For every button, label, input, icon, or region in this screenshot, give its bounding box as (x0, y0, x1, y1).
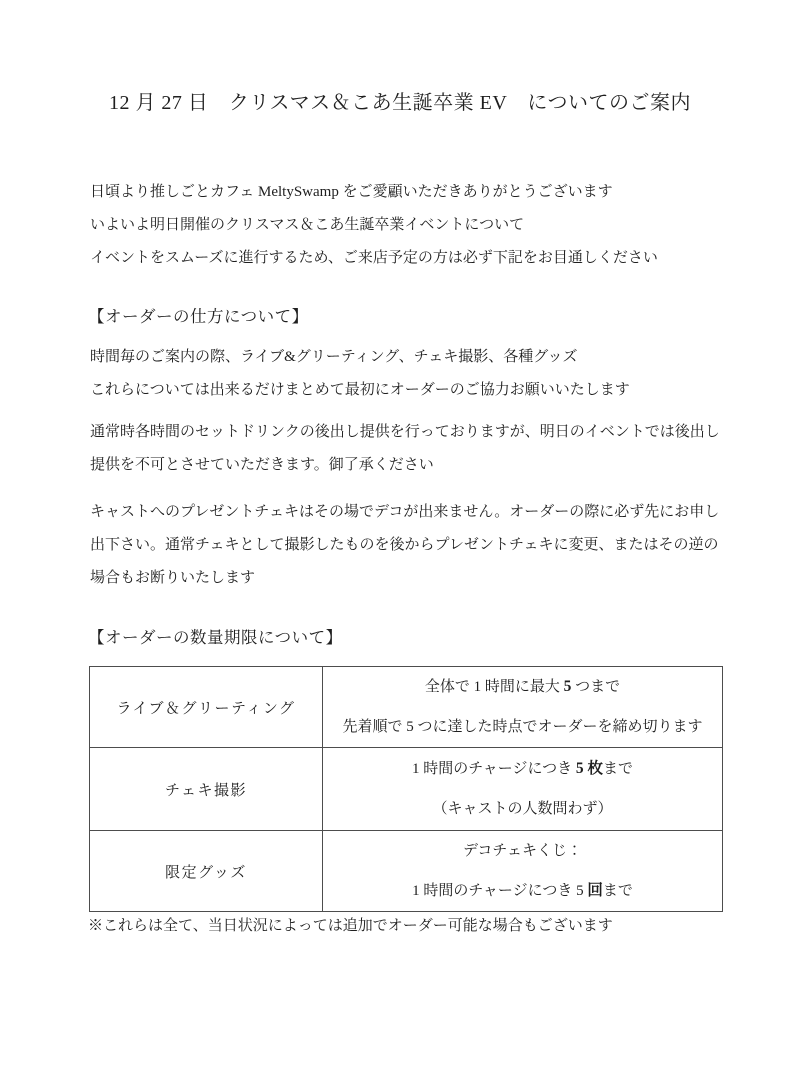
paragraph-line: キャストへのプレゼントチェキはその場でデコが出来ません。オーダーの際に必ず先にお申し (90, 504, 720, 520)
intro-paragraph (90, 176, 720, 275)
table-footnote: ※これらは全て、当日状況によっては追加でオーダー可能な場合もございます (88, 918, 613, 934)
text-segment: 先着順で 5 つに達した時点でオーダーを締め切ります (342, 719, 703, 735)
order-limit-table (89, 666, 723, 912)
table-row-cheki (90, 748, 723, 831)
order-method-paragraph-2 (90, 416, 720, 482)
text-segment: 1 時間のチャージにつき 5 (412, 883, 588, 899)
page-title: 12 月 27 日 クリスマス＆こあ生誕卒業 EV についてのご案内 (108, 92, 692, 114)
intro-line-2: いよいよ明日開催のクリスマス＆こあ生誕卒業イベントについて (90, 217, 525, 233)
paragraph-line: 場合もお断りいたします (90, 570, 256, 586)
row-value-limited-goods (323, 831, 723, 912)
intro-line-1: 日頃より推しごとカフェ MeltySwamp をご愛顧いただきありがとうございます (90, 184, 613, 200)
value-line-2 (323, 789, 722, 829)
text-segment: （キャストの人数問わず） (432, 801, 613, 817)
bold-segment: 5 (563, 678, 572, 695)
text-segment: まで (602, 883, 633, 899)
text-segment: 全体で 1 時間に最大 (424, 679, 564, 695)
row-label-limited-goods: 限定グッズ (90, 831, 323, 912)
text-segment: まで (603, 761, 634, 777)
text-segment: 1 時間のチャージにつき (411, 761, 576, 777)
bold-segment: 5 枚 (575, 760, 604, 777)
section-heading-order-limit: 【オーダーの数量期限について】 (88, 628, 343, 647)
row-value-live-greeting (323, 667, 723, 748)
row-label-cheki: チェキ撮影 (90, 748, 323, 831)
order-method-paragraph-3 (90, 496, 720, 595)
row-label-live-greeting: ライブ＆グリーティング (90, 667, 323, 748)
table-row-limited-goods (90, 831, 723, 912)
row-value-cheki (323, 748, 723, 831)
value-line-2 (323, 707, 722, 747)
paragraph-line: 通常時各時間のセットドリンクの後出し提供を行っておりますが、明日のイベントでは後出し (90, 424, 720, 440)
paragraph-line: 提供を不可とさせていただきます。御了承ください (90, 457, 434, 473)
value-line-2 (323, 871, 722, 911)
value-line-1 (323, 749, 722, 789)
order-method-paragraph-1 (90, 341, 720, 407)
paragraph-line: 出下さい。通常チェキとして撮影したものを後からプレゼントチェキに変更、またはその逆の (90, 537, 719, 553)
table-row-live-greeting (90, 667, 723, 748)
text-segment: つまで (571, 679, 621, 695)
value-line-1 (323, 667, 722, 707)
value-line-1 (323, 831, 722, 871)
text-segment: デコチェキくじ： (463, 843, 582, 859)
bold-segment: 回 (587, 882, 603, 899)
section-heading-order-method: 【オーダーの仕方について】 (88, 307, 309, 326)
paragraph-line: これらについては出来るだけまとめて最初にオーダーのご協力お願いいたします (90, 382, 630, 398)
intro-line-3: イベントをスムーズに進行するため、ご来店予定の方は必ず下記をお目通しください (90, 250, 658, 266)
paragraph-line: 時間毎のご案内の際、ライブ&グリーティング、チェキ撮影、各種グッズ (90, 349, 578, 365)
